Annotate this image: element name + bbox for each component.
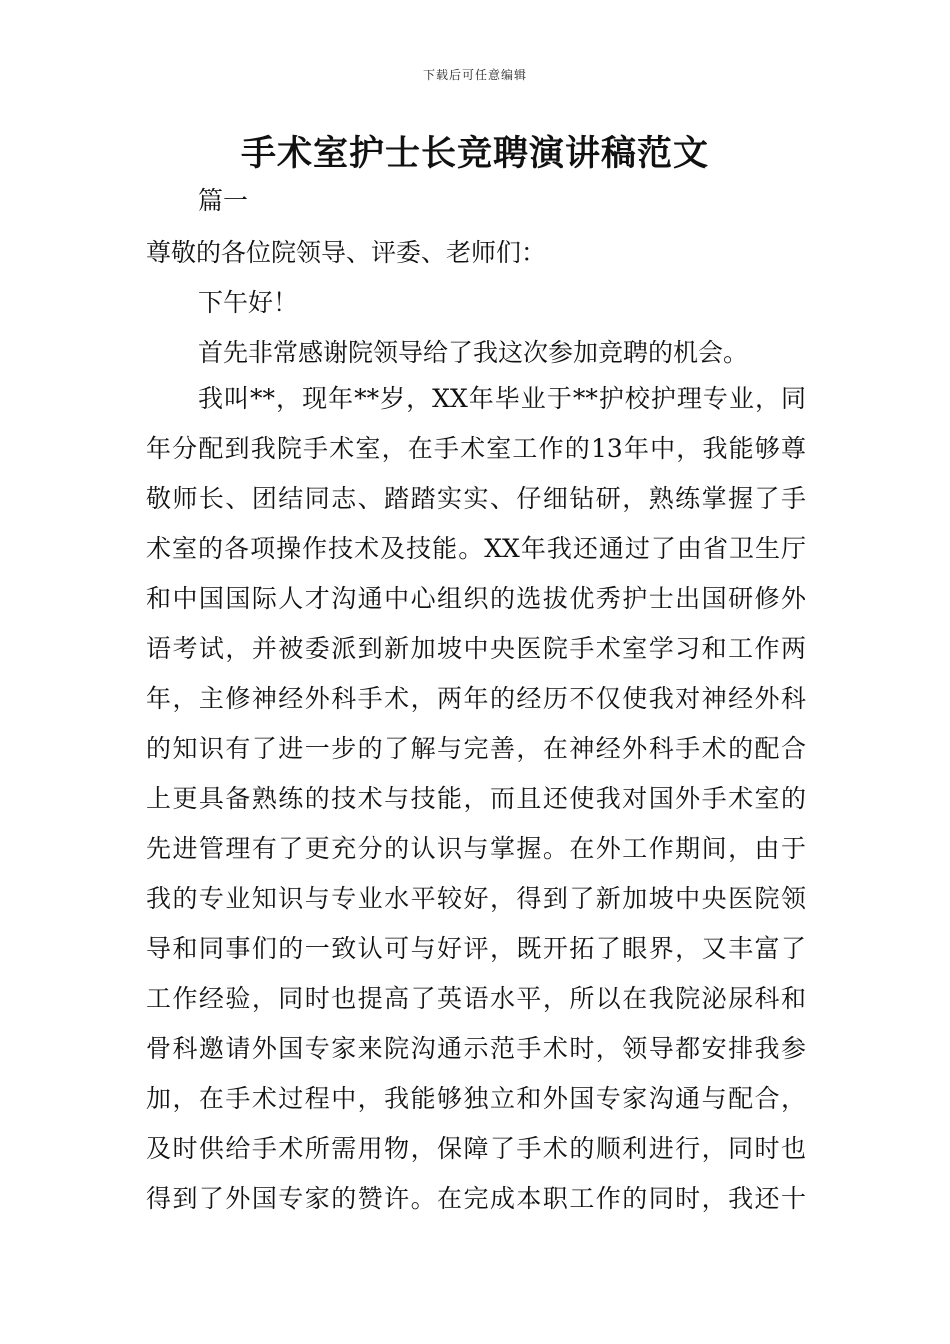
body-line: 先进管理有了更充分的认识与掌握。在外工作期间，由于 — [146, 834, 806, 863]
thanks-paragraph: 首先非常感谢院领导给了我这次参加竞聘的机会。 — [198, 338, 749, 367]
body-line: 语考试，并被委派到新加坡中央医院手术室学习和工作两 — [146, 634, 806, 663]
page-header: 下载后可任意编辑 — [422, 68, 527, 82]
body-line: 及时供给手术所需用物，保障了手术的顺利进行，同时也 — [146, 1134, 806, 1163]
body-line: 加，在手术过程中，我能够独立和外国专家沟通与配合， — [146, 1084, 806, 1113]
body-line: 得到了外国专家的赞许。在完成本职工作的同时，我还十 — [146, 1184, 806, 1213]
body-line: 年分配到我院手术室，在手术室工作的13年中，我能够尊 — [146, 434, 806, 463]
body-line: 的知识有了进一步的了解与完善，在神经外科手术的配合 — [146, 734, 806, 763]
section-label: 篇一 — [198, 186, 249, 215]
body-line: 我的专业知识与专业水平较好，得到了新加坡中央医院领 — [146, 884, 806, 913]
body-line: 术室的各项操作技术及技能。XX年我还通过了由省卫生厅 — [146, 534, 806, 563]
body-line: 工作经验，同时也提高了英语水平，所以在我院泌尿科和 — [146, 984, 806, 1013]
body-line: 上更具备熟练的技术与技能，而且还使我对国外手术室的 — [146, 784, 806, 813]
body-line: 和中国国际人才沟通中心组织的选拔优秀护士出国研修外 — [146, 584, 806, 613]
body-line: 年，主修神经外科手术，两年的经历不仅使我对神经外科 — [146, 684, 806, 713]
body-line: 骨科邀请外国专家来院沟通示范手术时，领导都安排我参 — [146, 1034, 806, 1063]
body-line: 导和同事们的一致认可与好评，既开拓了眼界，又丰富了 — [146, 934, 806, 963]
body-line: 敬师长、团结同志、踏踏实实、仔细钻研，熟练掌握了手 — [146, 484, 806, 513]
body-line: 我叫**，现年**岁，XX年毕业于**护校护理专业，同 — [198, 384, 806, 413]
document-title: 手术室护士长竞聘演讲稿范文 — [240, 133, 709, 174]
greeting: 下午好！ — [198, 288, 299, 317]
salutation: 尊敬的各位院领导、评委、老师们： — [146, 238, 547, 267]
